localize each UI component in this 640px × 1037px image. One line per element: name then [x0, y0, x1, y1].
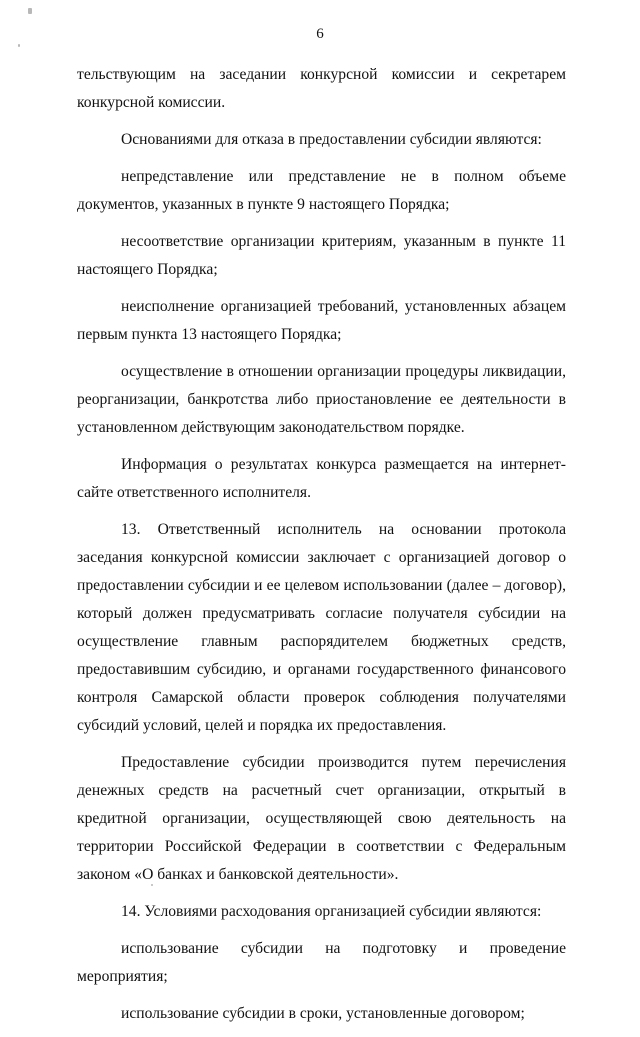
paragraph: использование субсидии в сроки, установленные договором;	[121, 1005, 525, 1022]
paragraph: использование субсидии на подготовку и проведение мероприятия;	[77, 940, 566, 985]
paragraph: Предоставление субсидии производится путем перечисления денежных средств на расчетный счет организации, открытый в кредитной организации, осуществляющей свою деятельность на территории Российской Федерации в соответствии с Федеральным законом «О банках и банковской деятельности».	[77, 754, 566, 883]
paragraph: Основаниями для отказа в предоставлении субсидии являются:	[121, 131, 542, 148]
page-number: 6	[316, 26, 324, 42]
paragraph: неисполнение организацией требований, установленных абзацем первым пункта 13 настоящего Порядка;	[77, 298, 566, 343]
paragraph: тельствующим на заседании конкурсной комиссии и секретарем конкурсной комиссии.	[77, 66, 566, 111]
scan-mark	[28, 8, 32, 14]
paragraph: Информация о результатах конкурса размещается на интернет-сайте ответственного исполнителя.	[77, 456, 566, 501]
document-body	[77, 61, 566, 1037]
paragraph: несоответствие организации критериям, указанным в пункте 11 настоящего Порядка;	[77, 233, 566, 278]
paragraph: осуществление в отношении организации процедуры ликвидации, реорганизации, банкротства либо приостановление ее деятельности в установленном действующим законодательством порядке.	[77, 363, 566, 436]
paragraph: 13. Ответственный исполнитель на основании протокола заседания конкурсной комиссии заключает с организацией договор о предоставлении субсидии и ее целевом использовании (далее – договор), который должен предусматривать согласие получателя субсидии на осуществление главным распорядителем бюджетных средств, предоставившим субсидию, и органами государственного финансового контроля Самарской области проверок соблюдения получателями субсидий условий, целей и порядка их предоставления.	[77, 521, 566, 734]
paragraph: 14. Условиями расходования организацией субсидии являются:	[121, 903, 542, 920]
paragraph: непредставление или представление не в полном объеме документов, указанных в пункте 9 настоящего Порядка;	[77, 168, 566, 213]
scan-mark	[18, 44, 20, 47]
